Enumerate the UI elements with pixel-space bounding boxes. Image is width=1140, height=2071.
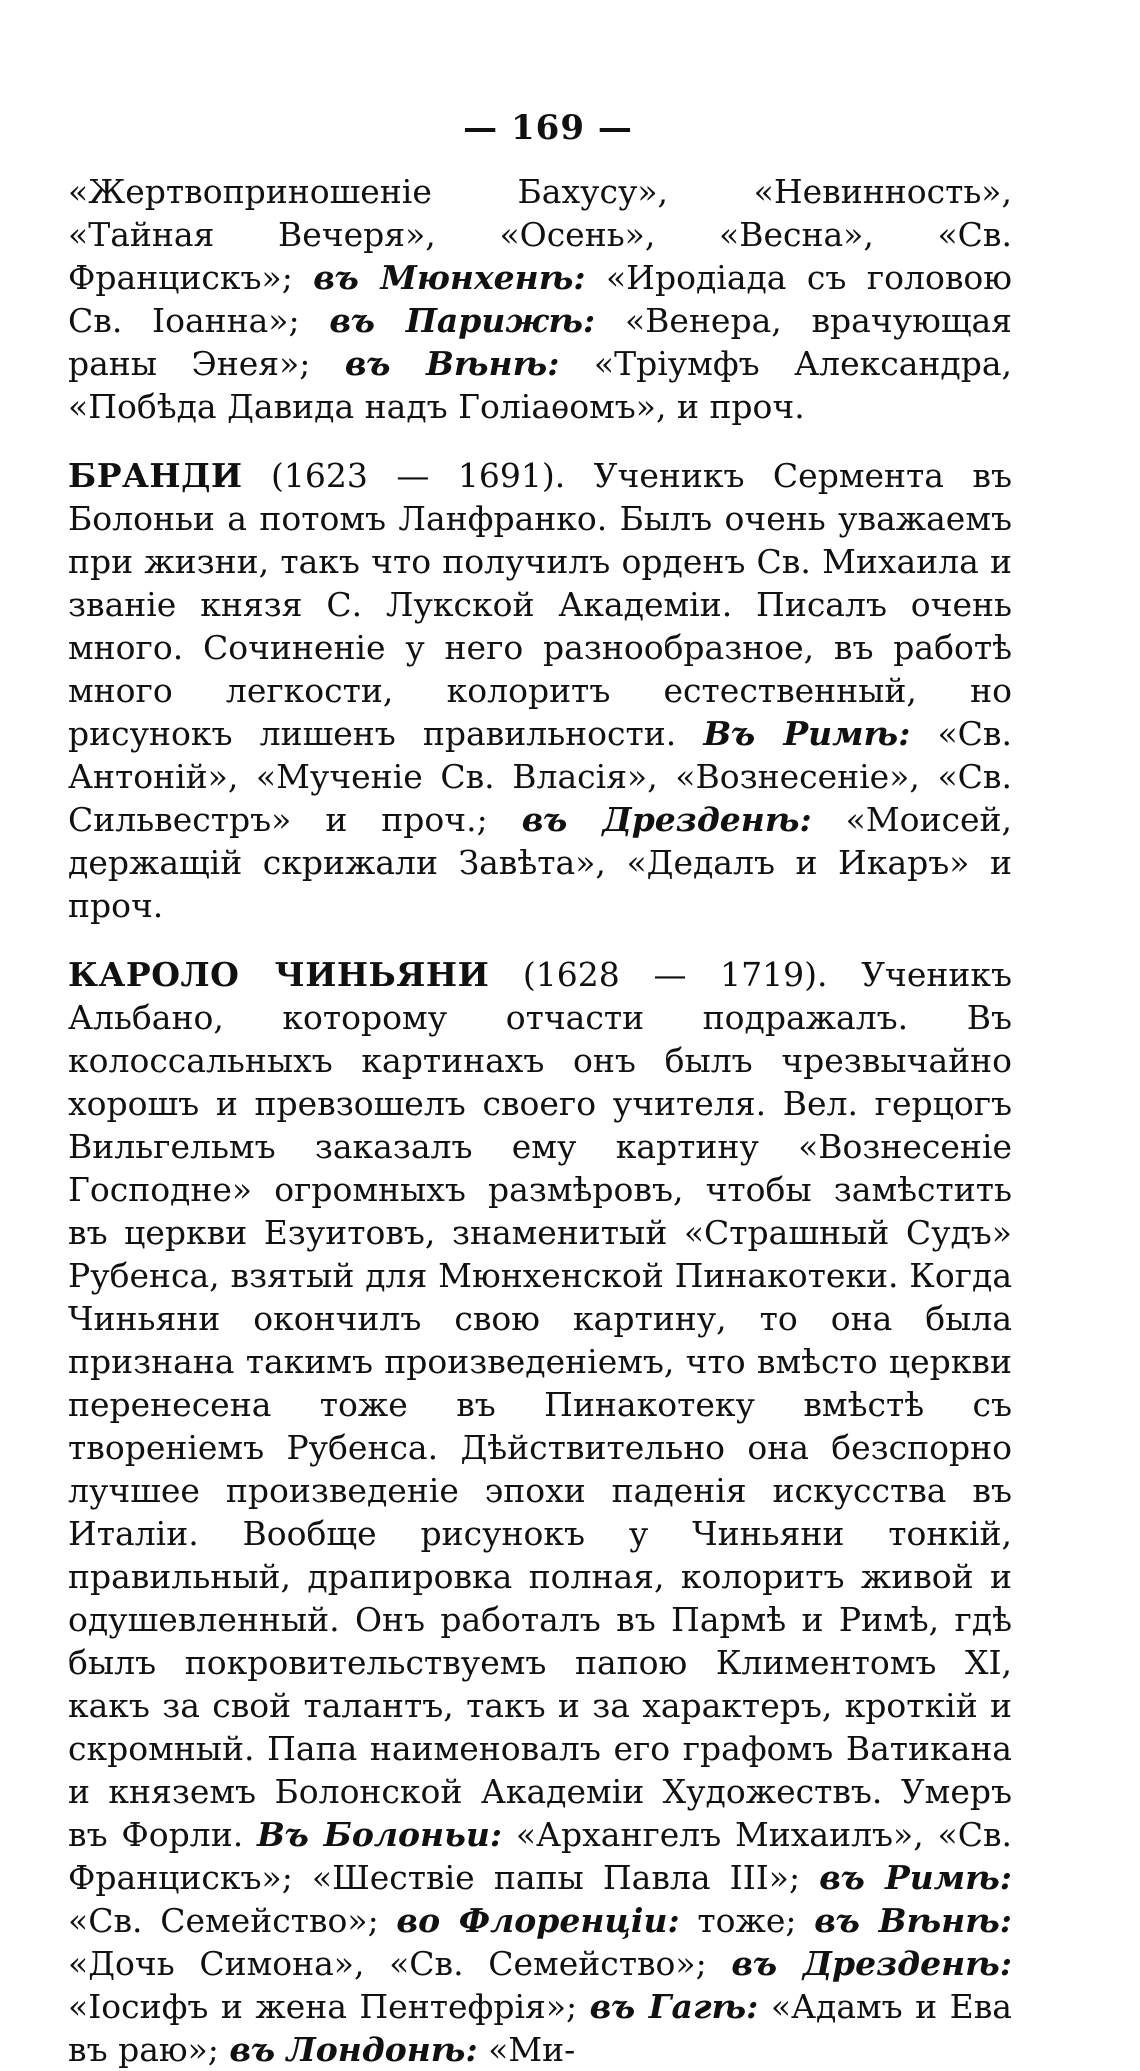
location-label: въ Дрезденѣ: (521, 800, 812, 839)
location-label: въ Дрезденѣ: (731, 1944, 1013, 1983)
text-span: (1628 — 1719). Ученикъ Альбано, которому отчасти подражалъ. Въ колоссальныхъ картинахъ онъ былъ чрезвычайно хорошъ и превзошелъ своего учителя. Вел. герцогъ Вильгельмъ заказалъ ему картину «Вознесеніе Господне» огромныхъ размѣровъ, чтобы замѣстить въ церкви Езуитовъ, знаменитый «Страшный Судъ» Рубенса, взятый для Мюнхенской Пинакотеки. Когда Чиньяни окончилъ свою картину, то она была признана такимъ произведеніемъ, что вмѣсто церкви перенесена тоже въ Пинакотеку вмѣстѣ съ твореніемъ Рубенса. Дѣйствительно она безспорно лучшее произведеніе эпохи паденія искусства въ Италіи. Вообще рисунокъ у Чиньяни тонкій, правильный, драпировка полная, колоритъ живой и одушевленный. Онъ работалъ въ Пармѣ и Римѣ, гдѣ былъ покровительствуемъ папою Климентомъ XI, какъ за свой талантъ, такъ и за характеръ, кроткій и скромный. Папа наименовалъ его графомъ Ватикана и княземъ Болонской Академіи Художествъ. Умеръ въ Форли. (68, 955, 1012, 1854)
location-label: въ Гагѣ: (589, 1987, 759, 2026)
text-span: «Архангелъ Михаилъ», «Св. Францискъ»; «Шествіе папы Павла III»; (68, 1815, 1013, 1897)
location-label: во Флоренціи: (396, 1901, 680, 1940)
location-label: въ Вѣнѣ: (814, 1901, 1012, 1940)
paragraph-continuation (68, 170, 1012, 428)
location-label: въ Парижѣ: (329, 301, 596, 340)
text-span: «Тріумфъ Александра, «Побѣда Давида надъ Голіаѳомъ», и проч. (68, 344, 1012, 426)
text-span: «Адамъ и Ева въ раю»; (68, 1987, 1012, 2069)
text-span: (1623 — 1691). Ученикъ Сермента въ Болоньи а потомъ Ланфранко. Былъ очень уважаемъ при жизни, такъ что получилъ орденъ Св. Михаила и званіе князя С. Лукской Академіи. Писалъ очень много. Сочиненіе у него разнообразное, въ работѣ много легкости, колоритъ естественный, но рисунокъ лишенъ правильности. (68, 456, 1012, 753)
text-span: «Дочь Симона», «Св. Семейство»; (68, 1944, 732, 1983)
page-number: — 169 — (463, 108, 633, 148)
artist-name: БРАНДИ (68, 456, 243, 495)
text-span: «Св. Семейство»; (68, 1901, 397, 1940)
text-span: «Моисей, держащій скрижали Завѣта», «Дедалъ и Икаръ» и проч. (68, 800, 1012, 925)
text-span: «Св. Антоній», «Мученіе Св. Власія», «Вознесеніе», «Св. Сильвестръ» и проч.; (68, 714, 1012, 839)
text-span: «Іосифъ и жена Пентефрія»; (68, 1987, 590, 2026)
location-label: въ Римѣ: (819, 1858, 1012, 1897)
text-span: «Жертвоприношеніе Бахусу», «Невинность», «Тайная Вечеря», «Осень», «Весна», «Св. Францискъ»; (68, 172, 1012, 297)
location-label: Въ Римѣ: (703, 714, 911, 753)
location-label: Въ Болоньи: (257, 1815, 503, 1854)
artist-name: КАРОЛО ЧИНЬЯНИ (68, 955, 490, 994)
location-label: въ Мюнхенѣ: (313, 258, 586, 297)
text-span: «Венера, врачующая раны Энея»; (68, 301, 1012, 383)
paragraph-brandi (68, 454, 1012, 927)
location-label: въ Вѣнѣ: (344, 344, 560, 383)
text-span: тоже; (679, 1901, 815, 1940)
paragraph-cignani (68, 953, 1012, 2071)
text-span: «Ми- (477, 2030, 576, 2069)
location-label: въ Лондонѣ: (229, 2030, 478, 2069)
text-span: «Иродіада съ головою Св. Іоанна»; (68, 258, 1012, 340)
